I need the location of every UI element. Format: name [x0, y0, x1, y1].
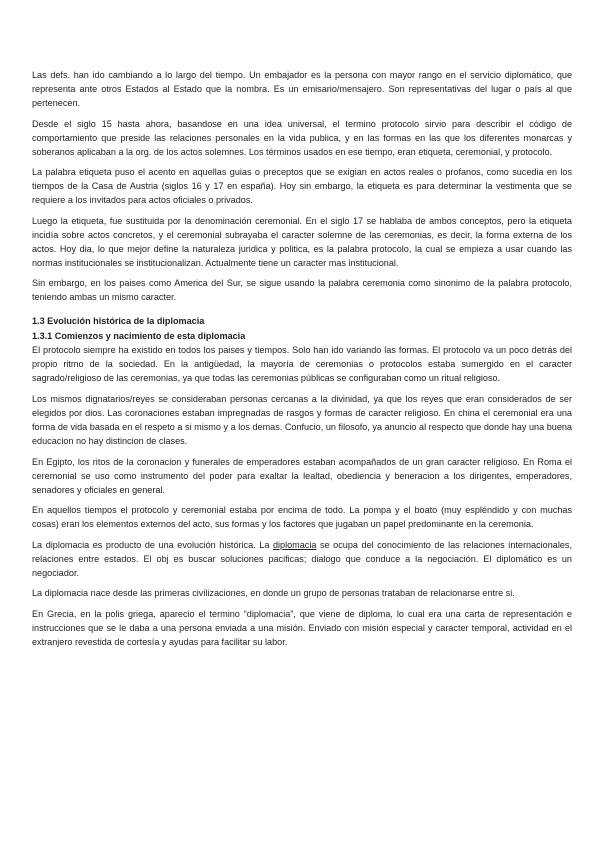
paragraph-dignatarios: Los mismos dignatarios/reyes se consideraban personas cercanas a la divinidad, ya que los reyes que eran considerados de ser elegidos por dios. Las coronaciones estaban impregnadas de rasgos y formas de caracter religioso. En china el ceremonial era una forma de vida basada en el respeto a si mismo y a los demas. Confucio, un filosofo, ya anuncio al respecto que donde hay una buena educacion no hay distincion de clases. — [32, 393, 572, 446]
paragraph-ceremonial: Luego la etiqueta, fue sustituida por la denominación ceremonial. En el siglo 17 se hablaba de ambos conceptos, pero la etiqueta incidía sobre actos concretos, y el ceremonial subrayaba el caracter solemne de las ceremonias, es decir, la forma externa de los actos. Hoy dia, lo que mejor define la naturaleza juridica y politica, es la palabra protocolo, la cual se empieza a usar cuando las normas institucionales se institucionalizan. Actualmente tiene un caracter mas institucional. — [32, 215, 572, 268]
paragraph-grecia: En Grecia, en la polis griega, aparecio el termino “diplomacia”, que viene de diploma, lo cual era una carta de representación e instrucciones que se le daba a una persona enviada a una misión. Enviado con misión especial y caracter temporal, actividad en el extranjero revestida de cortesía y ayudas para facilitar su labor. — [32, 608, 572, 647]
paragraph-primeras-civilizaciones: La diplomacia nace desde las primeras civilizaciones, en donde un grupo de personas trataban de relacionarse entre si. — [32, 588, 515, 599]
paragraph-etiqueta: La palabra etiqueta puso el acento en aquellas guias o preceptos que se exigian en actos reales o profanos, como sucedia en los tiempos de la Casa de Austria (siglos 16 y 17 en españa). Hoy sin embargo, la etiqueta es para determinar la vestimenta que se requiere a los invitados para actos oficiales o privados. — [32, 167, 572, 206]
paragraph-protocolo-existido: El protocolo siempre ha existido en todos los paises y tiempos. Solo han ido variando las formas. El protocolo va un poco detrás del propio ritmo de la sociedad. En la antigüedad, la mayoría de ceremonias o protocolos estaba sumergido en el caracter sagrado/religioso de las ceremonias, ya que todas las ceremonias públicas se configuraban como un ritual religioso. — [32, 345, 572, 384]
paragraph-definiciones: Las defs. han ido cambiando a lo largo del tiempo. Un embajador es la persona con mayor rango en el servicio diplomático, que representa ante otros Estados al Estado que la nombra. Es un emisario/mensajero. Son representativas del lugar o país al que pertenecen. — [32, 70, 572, 108]
diplomacia-text-before: La diplomacia es producto de una evolución histórica. La — [32, 539, 273, 550]
section-heading: 1.3 Evolución histórica de la diplomacia — [32, 316, 205, 327]
document-body — [32, 68, 572, 656]
paragraph-egipto-roma: En Egipto, los ritos de la coronacion y funerales de emperadores estaban acompañados de un gran caracter religioso. En Roma el ceremonial se uso como instrumento del poder para exaltar la lealtad, obediencia y beneracion a los dirigentes, emperadores, senadores y oficiales en general. — [32, 456, 572, 495]
paragraph-diplomacia-evolucion — [32, 538, 572, 580]
subsection-heading: 1.3.1 Comienzos y nacimiento de esta diplomacia — [32, 331, 246, 342]
paragraph-pompa-boato: En aquellos tiempos el protocolo y ceremonial estaba por encima de todo. La pompa y el boato (muy espléndido y con muchas cosas) eran los elementos externos del acto, sus formas y los factores que jugaban un papel predominante en la ceremonia. — [32, 505, 572, 530]
diplomacia-text-after: se ocupa del conocimiento de las relaciones internacionales, relaciones entre estados. El obj es buscar soluciones pacificas; dialogo que conduce a la negociación. El diplomático es un negociador. — [32, 539, 573, 578]
diplomacia-underlined-term: diplomacia — [272, 539, 317, 550]
paragraph-america-del-sur: Sin embargo, en los paises como America del Sur, se sigue usando la palabra ceremonia como sinonimo de la palabra protocolo, teniendo ambas un mismo caracter. — [32, 278, 572, 303]
paragraph-protocolo-siglo15: Desde el siglo 15 hasta ahora, basandose en una idea universal, el termino protocolo sirvio para describir el código de comportamiento que preside las relaciones personales en la vida publica, y en las formas en las que los diferentes monarcas y soberanos aplicaban a la org. de los actos solemnes. Los términos usados en ese tiempo, eran etiqueta, ceremonial, y protocolo. — [32, 118, 572, 157]
